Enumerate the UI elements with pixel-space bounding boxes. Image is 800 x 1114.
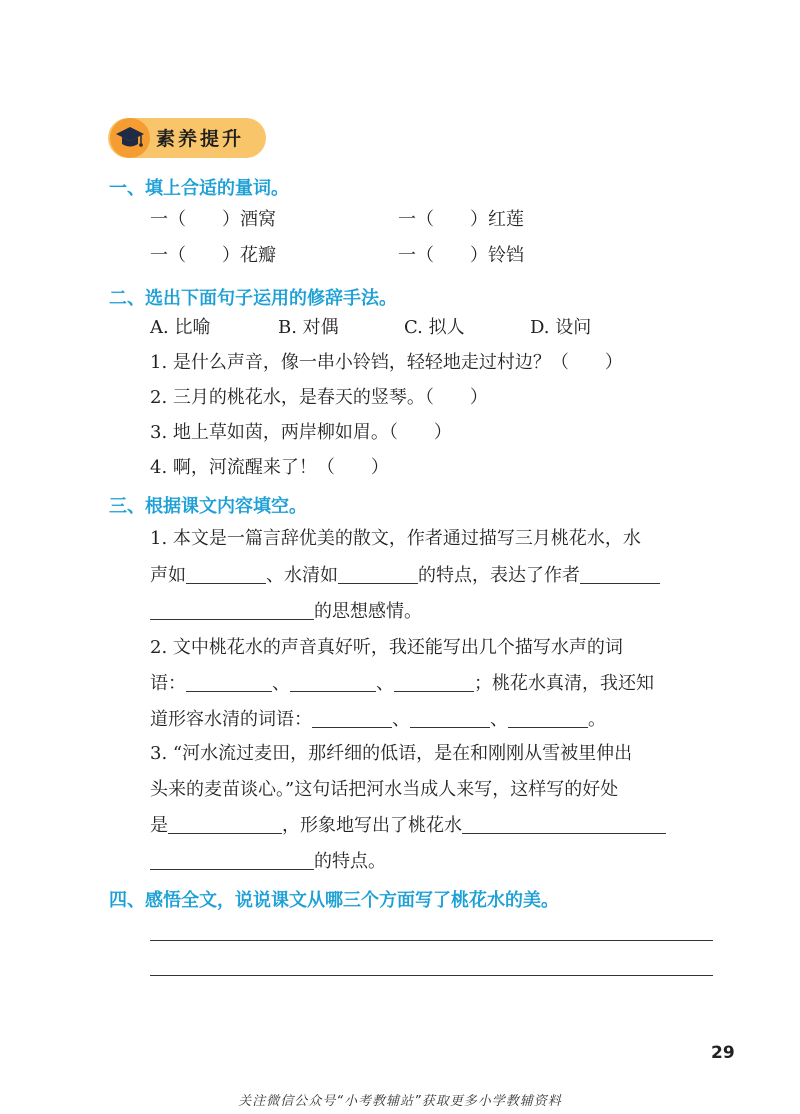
answer-line[interactable]	[150, 940, 713, 941]
q1-item-1: 一（ ）酒窝	[150, 209, 276, 230]
q2-option-c: C. 拟人	[404, 317, 465, 338]
footer-note: 关注微信公众号“小考教辅站”获取更多小学教辅资料	[238, 1094, 562, 1109]
answer-blank[interactable]	[290, 673, 376, 692]
section-badge-title: 素养提升	[156, 128, 245, 150]
answer-line[interactable]	[150, 975, 713, 976]
answer-blank[interactable]	[186, 673, 272, 692]
answer-blank[interactable]	[186, 565, 266, 584]
q3-p2-line2: 语： 、 、 ；桃花水真清，我还知	[150, 673, 654, 694]
q3-p3-line2: 头来的麦苗谈心。”这句话把河水当成人来写，这样写的好处	[150, 779, 619, 800]
q2-option-b: B. 对偶	[278, 317, 339, 338]
q2-heading: 二、选出下面句子运用的修辞手法。	[109, 288, 397, 309]
answer-blank[interactable]	[410, 709, 490, 728]
answer-blank[interactable]	[580, 565, 660, 584]
graduation-cap-icon	[110, 118, 150, 158]
q4-heading: 四、感悟全文，说说课文从哪三个方面写了桃花水的美。	[109, 890, 559, 911]
q1-item-4: 一（ ）铃铛	[398, 245, 524, 266]
q2-option-a: A. 比喻	[150, 317, 211, 338]
q2-item-2: 2. 三月的桃花水，是春天的竖琴。（ ）	[150, 387, 488, 408]
q3-p3-line3: 是 ，形象地写出了桃花水	[150, 814, 666, 838]
q3-p3-line1: 3. “河水流过麦田，那纤细的低语，是在和刚刚从雪被里伸出	[150, 743, 633, 764]
answer-blank[interactable]	[150, 601, 314, 620]
q1-item-2: 一（ ）红莲	[398, 209, 524, 230]
q1-heading: 一、填上合适的量词。	[109, 178, 289, 199]
answer-blank[interactable]	[312, 709, 392, 728]
q2-item-1: 1. 是什么声音，像一串小铃铛，轻轻地走过村边？（ ）	[150, 352, 623, 373]
page-number: 29	[711, 1043, 735, 1063]
q2-item-4: 4. 啊，河流醒来了！（ ）	[150, 457, 389, 478]
q1-item-3: 一（ ）花瓣	[150, 245, 276, 266]
answer-blank[interactable]	[168, 815, 282, 834]
answer-blank[interactable]	[508, 709, 588, 728]
q3-heading: 三、根据课文内容填空。	[109, 496, 307, 517]
q3-p3-line4: 的特点。	[150, 850, 386, 874]
q3-p2-line3: 道形容水清的词语： 、 、 。	[150, 709, 606, 730]
q2-option-d: D. 设问	[530, 317, 592, 338]
q3-p1-line3: 的思想感情。	[150, 600, 422, 624]
q3-p2-line1: 2. 文中桃花水的声音真好听，我还能写出几个描写水声的词	[150, 637, 623, 658]
answer-blank[interactable]	[394, 673, 474, 692]
answer-blank[interactable]	[338, 565, 418, 584]
q3-p1-line1: 1. 本文是一篇言辞优美的散文，作者通过描写三月桃花水，水	[150, 528, 641, 549]
section-badge	[108, 118, 266, 158]
q2-item-3: 3. 地上草如茵，两岸柳如眉。（ ）	[150, 422, 452, 443]
answer-blank[interactable]	[150, 851, 314, 870]
q3-p1-line2: 声如 、水清如 的特点，表达了作者	[150, 564, 660, 588]
answer-blank[interactable]	[462, 815, 666, 834]
